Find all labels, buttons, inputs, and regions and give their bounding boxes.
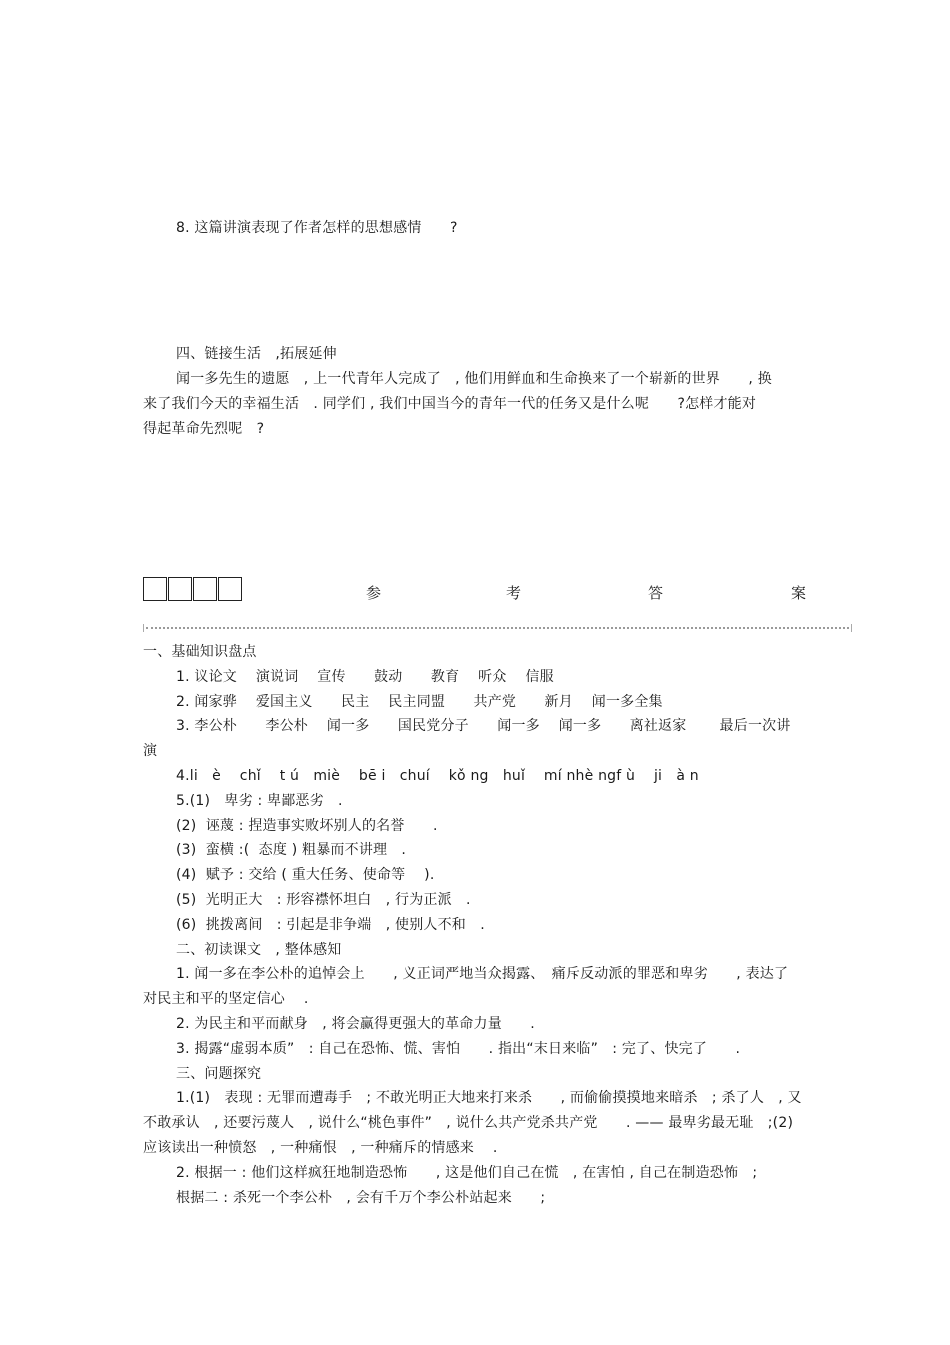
- answer-line: 不敢承认 , 还要污蔑人 , 说什么“桃色事件” , 说什么共产党杀共产党 . —— 最卑劣最无耻 ;(2): [143, 1115, 794, 1131]
- answer-line: 2. 根据一 : 他们这样疯狂地制造恐怖 , 这是他们自己在慌 , 在害怕 , 自己在制造恐怖 ;: [176, 1165, 758, 1181]
- answer-line: 一、基础知识盘点: [143, 644, 257, 660]
- answer-title-char: 考: [506, 584, 522, 602]
- answer-line: 3. 李公朴 李公朴 闻一多 国民党分子 闻一多 闻一多 离社返家 最后一次讲: [176, 718, 791, 734]
- answer-box: [218, 577, 242, 601]
- answer-line: (2) 诬蔑 : 捏造事实败坏别人的名誉 .: [176, 818, 438, 834]
- answer-title-char: 答: [648, 584, 664, 602]
- answer-line: 1. 议论文 演说词 宣传 鼓动 教育 听众 信服: [176, 669, 554, 685]
- answer-title-char: 案: [791, 584, 807, 602]
- answer-line: 三、问题探究: [176, 1066, 262, 1082]
- answer-line: 演: [143, 743, 158, 759]
- answer-box: [143, 577, 167, 601]
- answer-box: [193, 577, 217, 601]
- answer-line: 1. 闻一多在李公朴的追悼会上 , 义正词严地当众揭露、 痛斥反动派的罪恶和卑劣 , 表达了: [176, 966, 789, 982]
- answer-line: (5) 光明正大 : 形容襟怀坦白 , 行为正派 .: [176, 892, 471, 908]
- section-4-line-2: 来了我们今天的幸福生活 . 同学们 , 我们中国当今的青年一代的任务又是什么呢 ?怎样才能对: [143, 396, 757, 412]
- answer-box: [168, 577, 192, 601]
- section-4-line-3: 得起革命先烈呢 ?: [143, 421, 265, 437]
- answer-line: (4) 赋予 : 交给 ( 重大任务、使命等 ).: [176, 867, 435, 883]
- answer-line: 根据二 : 杀死一个李公朴 , 会有千万个李公朴站起来 ;: [176, 1190, 546, 1206]
- answer-line: 2. 为民主和平而献身 , 将会赢得更强大的革命力量 .: [176, 1016, 535, 1032]
- answer-line: 对民主和平的坚定信心 .: [143, 991, 309, 1007]
- section-4-line-1: 闻一多先生的遗愿 , 上一代青年人完成了 , 他们用鲜血和生命换来了一个崭新的世界 , 换: [176, 371, 772, 387]
- dotted-divider: [143, 624, 852, 632]
- answer-title-char: 参: [366, 584, 382, 602]
- answer-line: 5.(1) 卑劣 : 卑鄙恶劣 .: [176, 793, 343, 809]
- answer-line: 2. 闻家骅 爱国主义 民主 民主同盟 共产党 新月 闻一多全集: [176, 694, 663, 710]
- answer-line: 3. 揭露“虚弱本质” : 自己在恐怖、慌、害怕 . 指出“末日来临” : 完了、快完了 .: [176, 1041, 741, 1057]
- answer-line: 二、初读课文 , 整体感知: [176, 942, 342, 958]
- section-4-heading: 四、链接生活 ,拓展延伸: [176, 346, 337, 362]
- answer-line: 应该读出一种愤怒 , 一种痛恨 , 一种痛斥的情感来 .: [143, 1140, 498, 1156]
- answer-line: (6) 挑拨离间 : 引起是非争端 , 使别人不和 .: [176, 917, 485, 933]
- answer-boxes: [143, 577, 243, 601]
- question-8: 8. 这篇讲演表现了作者怎样的思想感情 ?: [176, 220, 458, 236]
- answer-line: 1.(1) 表现 : 无罪而遭毒手 ; 不敢光明正大地来打来杀 , 而偷偷摸摸地来暗杀 ; 杀了人 , 又: [176, 1090, 802, 1106]
- answer-line: (3) 蛮横 :( 态度 ) 粗暴而不讲理 .: [176, 842, 407, 858]
- answer-line: 4.li è chǐ t ú miè bē i chuí kǒ ng huǐ mí nhè ngf ù ji à n: [176, 768, 699, 784]
